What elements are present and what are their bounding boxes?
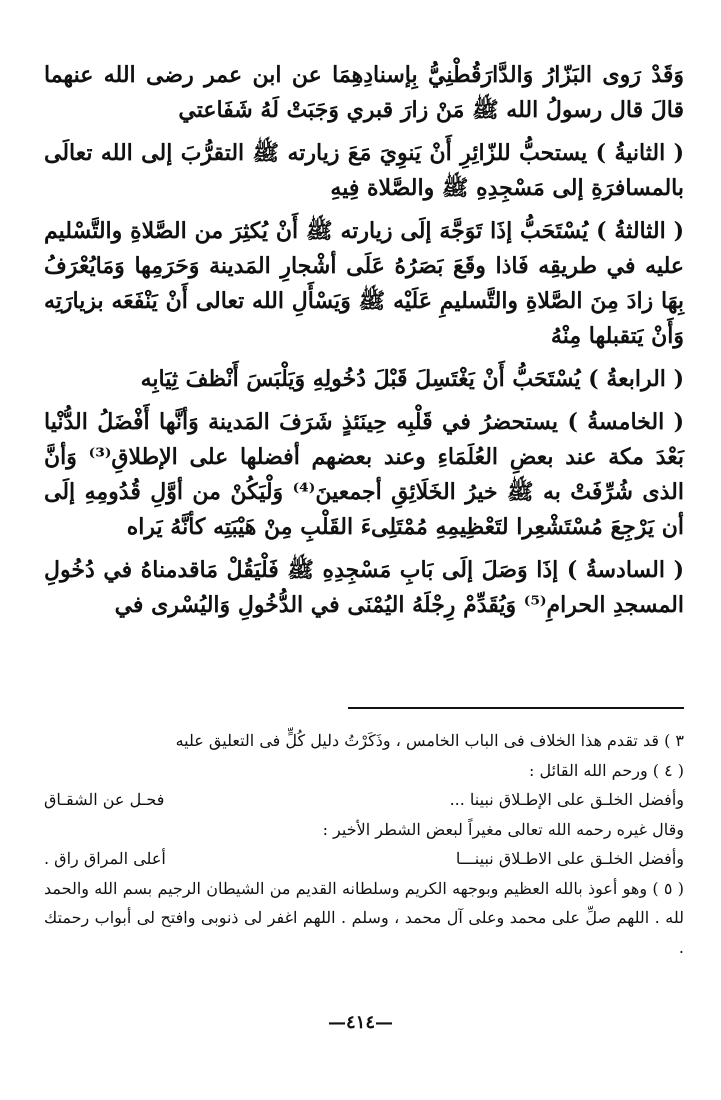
footnotes: [44, 726, 684, 962]
paragraph-fourth: ( الرابعةُ ) يُسْتَحَبُّ أَنْ يَغْتَسِلَ قَبْلَ دُخُولِهِ وَيَلْبَسَ أَنْظفَ ثِيَابِه: [140, 366, 684, 392]
page-number: —٤١٤—: [327, 1012, 393, 1033]
verse-1-second-hemistich: فحـل عن الشقـاق: [44, 790, 165, 809]
paragraph-fifth: ( الخامسةُ ) يستحضرُ في قَلْبِه حِينَئذٍ شَرَفَ المَدينة وَأنَّها أَفْضَلُ الدُّنْيا بَعْدَ مكة عند بعضِ العُلَمَاءِ وعند بعضهم أفضلها على الإطلاقِ⁽³⁾ وَأنَّ الذى شُرِّفَتْ به ﷺ خيرُ الخَلَائِقِ أجمعينَ⁽⁴⁾ وَلْيَكُنْ من أوَّلِ قُدُومِهِ إلَى أن يَرْجِعَ مُسْتَشْعِرا لتَعْظِيمِهِ مُمْتَلِىءَ القَلْبِ مِنْ هَيْبَتِه كأنَّهُ يَراه: [44, 409, 684, 540]
main-text: [44, 58, 684, 631]
footnote-separator: [348, 707, 684, 709]
verse-2-second-hemistich: أعلى المراق راق .: [44, 849, 166, 868]
paragraph-third: ( الثالثةُ ) يُسْتَحَبُّ إذَا تَوَجَّهَ إلَى زيارته ﷺ أَنْ يُكثِرَ من الصَّلاةِ والتَّسْليم عليه في طريقِه فَاذا وقَعَ بَصَرُهُ عَلَى أشْجارِ المَدينة وَحَرَمِها وَمَايُعْرَفُ بِهَا زادَ مِنَ الصَّلاةِ والتَّسليمِ عَلَيْه ﷺ وَيَسْأَلِ الله تعالى أَنْ يَنْفَعَه بزيارَتِه وَأَنْ يَتقبلها مِنْهُ: [44, 218, 684, 349]
footnote-4-intro: ( ٤ ) ورحم الله القائل :: [528, 760, 684, 780]
verse-line-1: [44, 785, 684, 815]
verse-1-first-hemistich: وأفضل الخلـق على الإطـلاق نبينا ...: [449, 790, 684, 809]
verse-2-first-hemistich: وأفضل الخلـق على الاطـلاق نبينـــا: [455, 849, 684, 868]
paragraph-sixth: ( السادسةُ ) إذَا وَصَلَ إلَى بَابِ مَسْجِدِهِ ﷺ فَلْيَقُلْ مَاقدمناهُ في دُخُولِ المسجدِ الحرامِ⁽⁵⁾ وَيُقَدِّمْ رِجْلَهُ اليُمْنَى في الدُّخُولِ وَاليُسْرى في: [44, 557, 684, 618]
paragraph-second: ( الثانيةُ ) يستحبُّ للزّائِرِ أَنْ يَنوِيَ مَعَ زيارته ﷺ التقرُّبَ إلى الله تعالَى بالمسافرَةِ إلى مَسْجِدِهِ ﷺ والصَّلاة فِيهِ: [44, 140, 684, 201]
footnote-4-middle: وقال غيره رحمه الله تعالى مغيراً لبعض الشطر الأخير :: [322, 819, 684, 839]
verse-line-2: [44, 844, 684, 874]
footnote-3: ٣ ) قد تقدم هذا الخلاف فى الباب الخامس ، وذَكَرْتُ دليل كُلٍّ فى التعليق عليه: [175, 731, 684, 750]
paragraph-visit-hadith: وَقَدْ رَوى البَزّارُ وَالدَّارَقُطْنِيُّ بِإسنادِهِمَا عن ابن عمر رضى الله عنهما قالَ قال رسولُ الله ﷺ مَنْ زارَ قبري وَجَبَتْ لَهُ شَفَاعتي: [44, 62, 684, 123]
footnote-5: ( ٥ ) وهو أعوذ بالله العظيم وبوجهه الكريم وسلطانه القديم من الشيطان الرجيم بسم الله والحمد لله . اللهم صلِّ على محمد وعلى آل محمد ، وسلم . اللهم اغفر لى ذنوبى وافتح لى أبواب رحمتك .: [44, 878, 685, 957]
